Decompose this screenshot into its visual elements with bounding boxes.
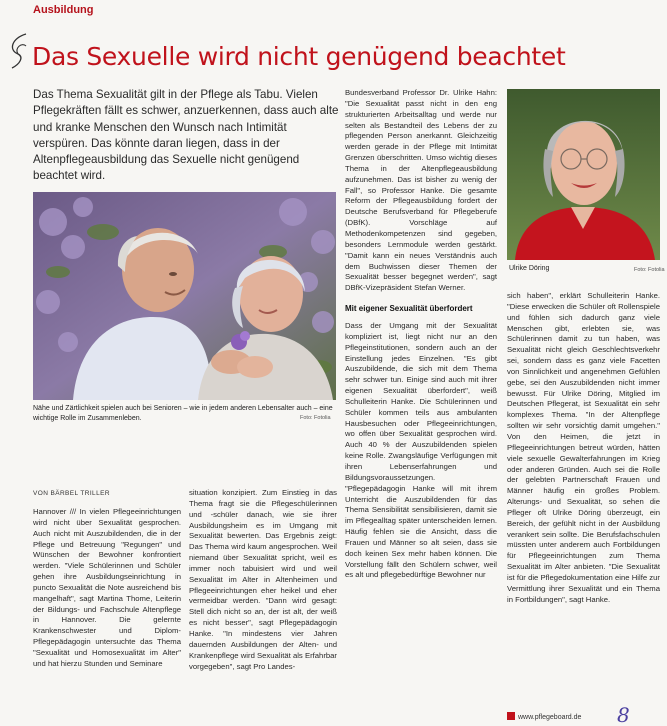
footer-url[interactable]: www.pflegeboard.de bbox=[518, 714, 582, 721]
article-headline: Das Sexuelle wird nicht genügend beachtet bbox=[32, 42, 566, 71]
section-kicker: Ausbildung bbox=[33, 4, 94, 16]
column-2-text: situation konzipiert. Zum Einstieg in das Thema fragt sie die Pflegeschülerinnen und -schüler danach, wie sie ihrer Ausbildungsheim es im Umgang mit Sexualität bewerten. Das Ergebnis zeigt: Das Thema wird kaum angesprochen. Weil niemand über Sexualität spricht, weil es immer noch tabuisiert wird und weil Sexualität im Alter in Altenheimen und Pflegeeinrichtungen eher heikel und eher vermeidbar werden. "Dann wird gesagt: Stell dich nicht so an, der ist alt, der weiß es nicht besser", sagt Pflegepädagogin Hanke. "In mindestens vier Jahren dauernden Ausbildungen der Alten- und Krankenpflege wird Sexualität als Erfahrbar vorgegeben", sagt Pro Landes- bbox=[189, 488, 337, 671]
photo-credit: Foto: Fotolia bbox=[300, 415, 331, 421]
footer-website[interactable] bbox=[507, 712, 581, 721]
page-number: 8 bbox=[617, 703, 630, 726]
article-column-4 bbox=[507, 291, 660, 605]
column-3-text-b: Dass der Umgang mit der Sexualität kompliziert ist, liegt nicht nur an den Pflegeinstitutionen, sondern auch an der Einstellung jedes Einzelnen. "Es gibt Auszubildende, die sich mit dem Thema sehr schwer tun. Einige sind auch mit ihrer eigenen Sexualität überfordert", weiß Schulleiterin Hanke. Die Schülerinnen und Schüler kommen teils aus ambulanten Hausbesuchen oder Pflegeeinrichtungen, wo offen über Sexualität gesprochen wird. Auch 40 % der Auszubildenden spielen keine Rolle. Zwangsläufige Verfügungen mit ihren Lebenserfahrungen und Bildungsvoraussetzungen. "Pflegepädagogin Hanke will mit ihrem Unterricht die Auszubildenden für das Thema Sensibilität sensibilisieren, damit sie im Pflegealltag später unterscheiden lernen. Häufig fehlen sie die Ansicht, dass die Frauen und Männer so alt seien, dass sie doch keinen Sex mehr haben können. Die Vorstellung fällt den Schülern schwer, weil es alt und pflegebedürftige Bewohner nur bbox=[345, 321, 497, 580]
article-lead: Das Thema Sexualität gilt in der Pflege als Tabu. Vielen Pflegekräften fällt es schwer, anzuerkennen, dass auch alte und kranke Menschen den Wunsch nach Intimität verspüren. Das könnte daran liegen, dass in der Altenpflegeausbildung das Sexuelle nicht genügend beachtet wird. bbox=[33, 88, 339, 183]
article-column-1 bbox=[33, 507, 181, 670]
subheading: Mit eigener Sexualität überfordert bbox=[345, 304, 473, 314]
portrait-credit: Foto: Fotolia bbox=[634, 267, 665, 273]
article-column-3 bbox=[345, 88, 497, 581]
footer-square-icon bbox=[507, 712, 515, 720]
column-3-text-a: Bundesverband Professor Dr. Ulrike Hahn: "Die Sexualität passt nicht in den eng strukturierten Arbeitsalltag und werde nur selten als Bestandteil des Lebens der zu pflegenden Person anerkannt. Gleichzeitig werden gerade in der Pflege mit Intimität Grenzen überschritten. Umso wichtig dieses Thema in der Altenpflegeausbildung aufzunehmen. Das ist bisher zu wenig der Fall", so Professor Hanke. Die gesamte Reform der Pflegeausbildung fordert der Deutsche Berufsverband für Pflegeberufe (DBfK). Vorschläge auf Methodenkompetenzen sind gegeben, besonders Lernmodule werden gestärkt. "Damit kann ein neues Verständnis auch dem Buchwissen dieser Themen der Sexualität besser begegnet werden", sagt DBfK-Vizepräsident Stefan Werner. bbox=[345, 88, 497, 293]
couple-photo bbox=[33, 192, 336, 400]
portrait-photo bbox=[507, 89, 660, 260]
column-1-text: Hannover /// In vielen Pflegeeinrichtungen wird nicht über Sexualität gesprochen. Auch nicht mit Auszubildenden, die in der Pflege und Betreuung "Regungen" und Wünschen der Bewohner konfrontiert werden. "Viele Schülerinnen und Schüler gehen ihre Ausbildungseinrichtung in puncto Sexualität die Note ausreichend bis mangelhaft", sagt Martina Thome, Leiterin der Bildungs- und Fachschule Altenpflege in Hannover. Die gelernte Krankenschwester und Diplom-Pflegepädagogin untersuchte das Thema "Sexualität und Homosexualität im Alter" und hat hierzu Stunden und Seminare bbox=[33, 507, 181, 668]
byline: VON BÄRBEL TRILLER bbox=[33, 490, 110, 497]
photo-caption: Nähe und Zärtlichkeit spielen auch bei Senioren – wie in jedem anderen Lebensalter auch – eine wichtige Rolle im Zusammenleben. bbox=[33, 405, 333, 422]
decorative-swirl-icon bbox=[6, 30, 30, 70]
article-column-2 bbox=[189, 488, 337, 672]
portrait-caption: Ulrike Döring bbox=[509, 265, 550, 272]
column-4-text: sich haben", erklärt Schulleiterin Hanke. "Diese erwecken die Schüler oft Rollenspiele und fühlen sich dadurch ganz viele Menschen gibt, erlebten sie, was Schülerinnen damit zu tun haben, was Sexualität nicht gleich Geschlechtsverkehr sei, sondern dass es ganz viele Facetten von Sinnlichkeit und angenehmen Gefühlen gebe, sei den Auszubildenden nicht immer bewusst. Für Ulrike Döring, Mitglied im Deutschen Pflegerat, ist Sexualität ein sehr komplexes Thema. "In der Altenpflege sollten wir sehr vorsichtig damit umgehen." Von den Heimen, die jetzt in Pflegeeinrichtungen betreut würden, hätten viele sexuelle Gewalterfahrungen im Krieg oder anderen Gründen. Auch sei die Rolle der gelebten Partnerschaft Frauen und Männer häufig ein großes Problem. Alterungs- und Sexualität, so sehen die Pfleger oft Ulrike Döring überzeugt, ein Bereich, der gefühlt nicht in der Ausbildung verankert sein sollte. Die Berufsfachschulen müssten unter anderem auch Fortbildungen für Pflegeeinrichtungen zum Thema Sexualität im Alter anbieten. "Die Sexualität ist für die Pflegedokumentation eine Hilfe zur Vermittlung ihrer Sexualität und ein Thema in Fortbildungen", sagt Hanke. bbox=[507, 291, 660, 604]
